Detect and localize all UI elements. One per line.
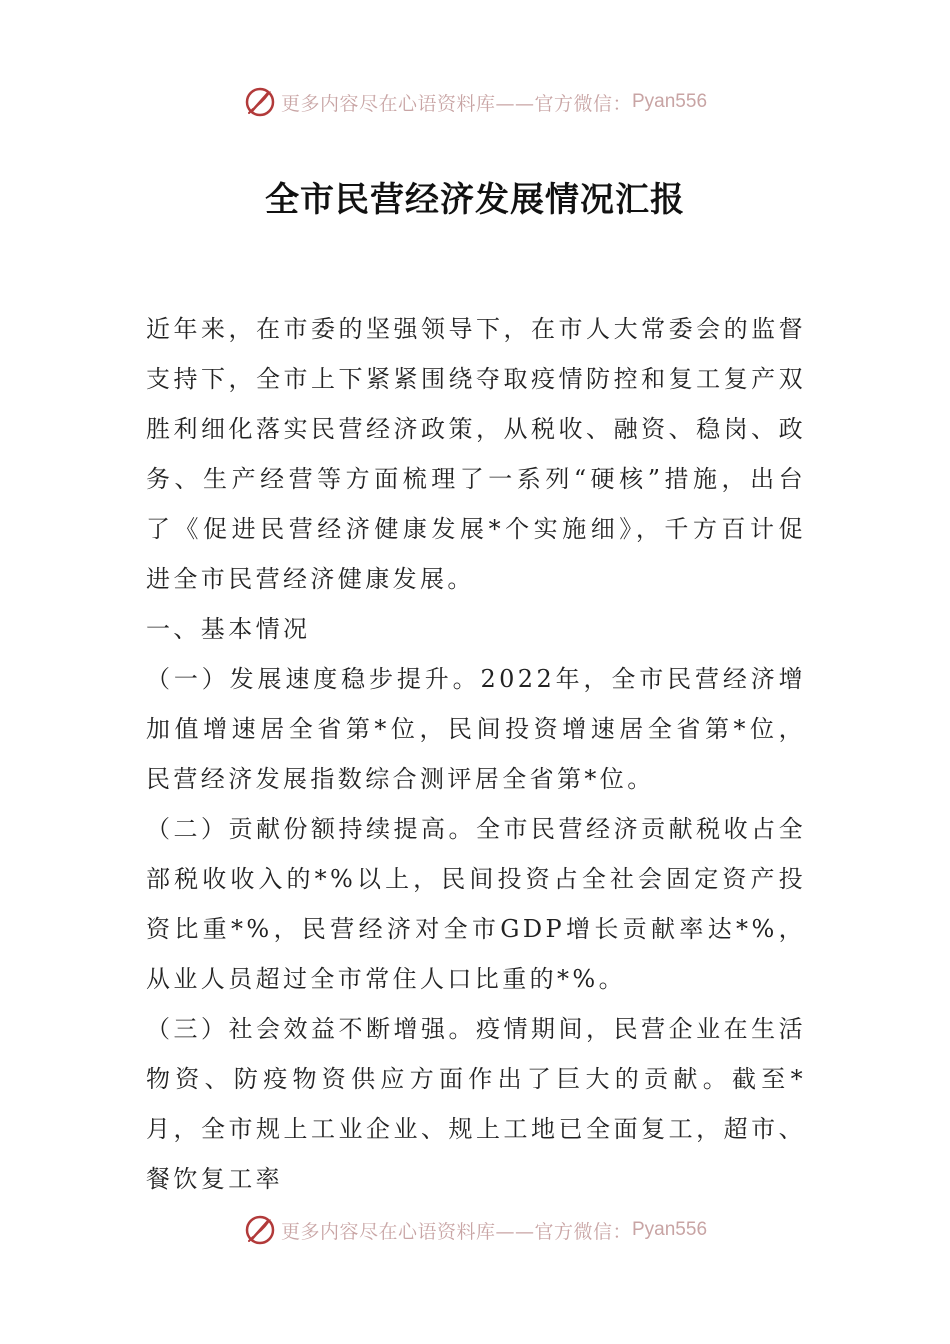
quill-logo-icon	[243, 1213, 277, 1247]
paragraph-item-2: （二）贡献份额持续提高。全市民营经济贡献税收占全部税收收入的*%以上，民间投资占全社会固定资产投资比重*%，民营经济对全市GDP增长贡献率达*%，从业人员超过全市常住人口比重的*%。	[146, 815, 806, 993]
watermark-wechat-id: Pyan556	[632, 91, 708, 112]
section-heading: 一、基本情况	[146, 615, 311, 643]
watermark-wechat-id: Pyan556	[632, 1219, 708, 1240]
paragraph-item-3: （三）社会效益不断增强。疫情期间，民营企业在生活物资、防疫物资供应方面作出了巨大的贡献。截至*月，全市规上工业企业、规上工地已全面复工，超市、餐饮复工率	[146, 1015, 806, 1193]
document-body	[146, 304, 806, 1204]
paragraph-item-1: （一）发展速度稳步提升。2022年，全市民营经济增加值增速居全省第*位，民间投资增速居全省第*位，民营经济发展指数综合测评居全省第*位。	[146, 665, 806, 793]
quill-logo-icon	[243, 85, 277, 119]
document-title: 全市民营经济发展情况汇报	[265, 180, 685, 220]
footer-watermark	[0, 1210, 950, 1250]
watermark-text: 更多内容尽在心语资料库——官方微信：	[280, 1220, 632, 1243]
watermark-text: 更多内容尽在心语资料库——官方微信：	[280, 92, 632, 115]
header-watermark	[0, 82, 950, 122]
paragraph-intro: 近年来，在市委的坚强领导下，在市人大常委会的监督支持下，全市上下紧紧围绕夺取疫情防控和复工复产双胜利细化落实民营经济政策，从税收、融资、稳岗、政务、生产经营等方面梳理了一系列“硬核”措施，出台了《促进民营经济健康发展*个实施细》，千方百计促进全市民营经济健康发展。	[146, 315, 806, 593]
